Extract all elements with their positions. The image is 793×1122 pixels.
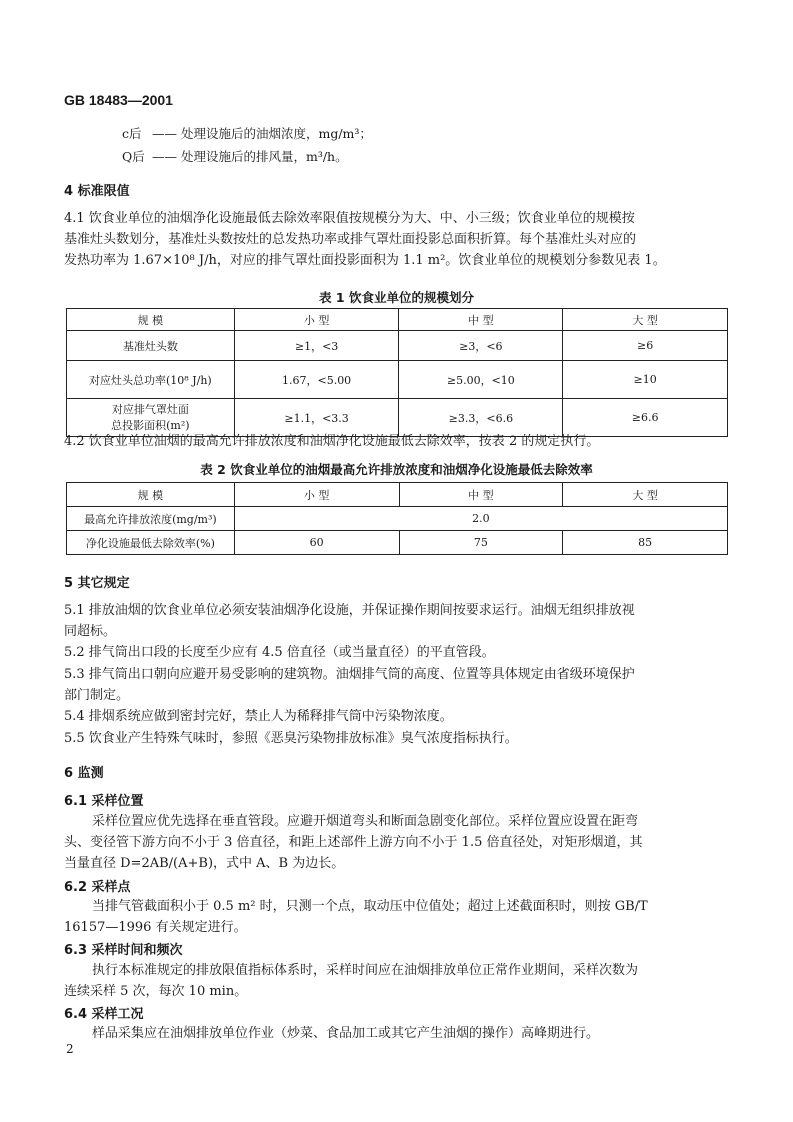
table-1-caption: 表 1 饮食业单位的规模划分 <box>319 290 474 305</box>
paragraph-line: 5.2 排气筒出口段的长度至少应有 4.5 倍直径（或当量直径）的平直管段。 <box>64 645 495 660</box>
paragraph-line: 基准灶头数划分，基准灶头数按灶的总发热功率或排气罩灶面投影总面积折算。每个基准灶头对应的 <box>64 232 637 247</box>
table-1 <box>66 308 728 437</box>
paragraph-line: 连续采样 5 次，每次 10 min。 <box>64 984 248 999</box>
paragraph-line: 样品采集应在油烟排放单位作业（炒菜、食品加工或其它产生油烟的操作）高峰期进行。 <box>92 1026 600 1041</box>
paragraph-line: 头、变径管下游方向不小于 3 倍直径，和距上述部件上游方向不小于 1.5 倍直径处，对矩形烟道，其 <box>64 835 643 850</box>
table-row <box>67 331 728 361</box>
paragraph-line: 16157—1996 有关规定进行。 <box>64 920 247 935</box>
table-cell: ≥10 <box>563 361 728 399</box>
table-cell: 净化设施最低去除效率(%) <box>67 531 235 555</box>
definition-c: c后 <box>122 126 142 141</box>
page-number: 2 <box>66 1042 74 1056</box>
table-row <box>67 507 728 531</box>
table-cell: ≥6 <box>563 331 728 361</box>
standard-code: GB 18483—2001 <box>64 92 173 108</box>
table-header-cell: 小 型 <box>234 483 399 507</box>
table-cell: 75 <box>399 531 563 555</box>
table-cell: 基准灶头数 <box>67 331 235 361</box>
table-cell: 最高允许排放浓度(mg/m³) <box>67 507 235 531</box>
table-cell: 85 <box>563 531 728 555</box>
table-cell: 对应灶头总功率(10⁸ J/h) <box>67 361 235 399</box>
paragraph-line: 4.1 饮食业单位的油烟净化设施最低去除效率限值按规模分为大、中、小三级；饮食业单位的规模按 <box>64 211 635 226</box>
paragraph-line: 5.5 饮食业产生特殊气味时，参照《恶臭污染物排放标准》臭气浓度指标执行。 <box>64 731 518 746</box>
section-5-heading: 5 其它规定 <box>64 576 130 591</box>
subsection-6-4-heading: 6.4 采样工况 <box>64 1007 144 1022</box>
paragraph-line: 发热功率为 1.67×10⁸ J/h，对应的排气罩灶面投影面积为 1.1 m²。饮食业单位的规模划分参数见表 1。 <box>64 253 666 268</box>
paragraph-line: 同超标。 <box>64 624 117 639</box>
table-cell: ≥3.3，<6.6 <box>399 399 563 437</box>
definition-q: Q后 <box>122 149 145 164</box>
table-cell: 1.67，<5.00 <box>234 361 399 399</box>
paragraph-line: 当排气管截面积小于 0.5 m² 时，只测一个点，取动压中位值处；超过上述截面积时，则按 GB/T <box>92 899 648 914</box>
table-cell: ≥1.1，<3.3 <box>234 399 399 437</box>
table-header-cell: 大 型 <box>563 309 728 331</box>
table-header-cell: 大 型 <box>563 483 728 507</box>
table-cell: 60 <box>234 531 399 555</box>
table-header-cell: 小 型 <box>234 309 399 331</box>
section-6-heading: 6 监测 <box>64 766 104 781</box>
table-2 <box>66 482 728 555</box>
section-4-heading: 4 标准限值 <box>64 184 130 199</box>
table-header-row <box>67 483 728 507</box>
paragraph-line: 部门制定。 <box>64 688 130 703</box>
subsection-6-1-heading: 6.1 采样位置 <box>64 794 144 809</box>
table-header-row <box>67 309 728 331</box>
definition-q-text: —— 处理设施后的排风量，m³/h。 <box>152 149 348 164</box>
cell-line: 总投影面积(m²) <box>111 418 190 432</box>
table-cell: ≥1，<3 <box>234 331 399 361</box>
definition-c-text: —— 处理设施后的油烟浓度，mg/m³； <box>152 126 372 141</box>
paragraph-line: 当量直径 D=2AB/(A+B)，式中 A、B 为边长。 <box>64 856 345 871</box>
subsection-6-3-heading: 6.3 采样时间和频次 <box>64 943 183 958</box>
table-header-cell: 规 模 <box>67 309 235 331</box>
paragraph-line: 5.3 排气筒出口朝向应避开易受影响的建筑物。油烟排气筒的高度、位置等具体规定由省级环境保护 <box>64 667 635 682</box>
subsection-6-2-heading: 6.2 采样点 <box>64 880 131 895</box>
table-cell: ≥6.6 <box>563 399 728 437</box>
table-row <box>67 361 728 399</box>
table-header-cell: 中 型 <box>399 483 563 507</box>
table-header-cell: 规 模 <box>67 483 235 507</box>
table-cell: 2.0 <box>234 507 727 531</box>
table-row <box>67 531 728 555</box>
paragraph-line: 执行本标准规定的排放限值指标体系时，采样时间应在油烟排放单位正常作业期间，采样次数为 <box>92 963 639 978</box>
cell-line: 对应排气罩灶面 <box>111 402 189 416</box>
paragraph-4-2: 4.2 饮食业单位油烟的最高允许排放浓度和油烟净化设施最低去除效率，按表 2 的规定执行。 <box>64 434 600 449</box>
table-cell: ≥5.00，<10 <box>399 361 563 399</box>
paragraph-line: 5.1 排放油烟的饮食业单位必须安装油烟净化设施，并保证操作期间按要求运行。油烟无组织排放视 <box>64 603 635 618</box>
table-cell: ≥3，<6 <box>399 331 563 361</box>
table-header-cell: 中 型 <box>399 309 563 331</box>
paragraph-line: 采样位置应优先选择在垂直管段。应避开烟道弯头和断面急剧变化部位。采样位置应设置在距弯 <box>92 814 639 829</box>
table-2-caption: 表 2 饮食业单位的油烟最高允许排放浓度和油烟净化设施最低去除效率 <box>200 462 593 477</box>
paragraph-line: 5.4 排烟系统应做到密封完好，禁止人为稀释排气筒中污染物浓度。 <box>64 709 453 724</box>
